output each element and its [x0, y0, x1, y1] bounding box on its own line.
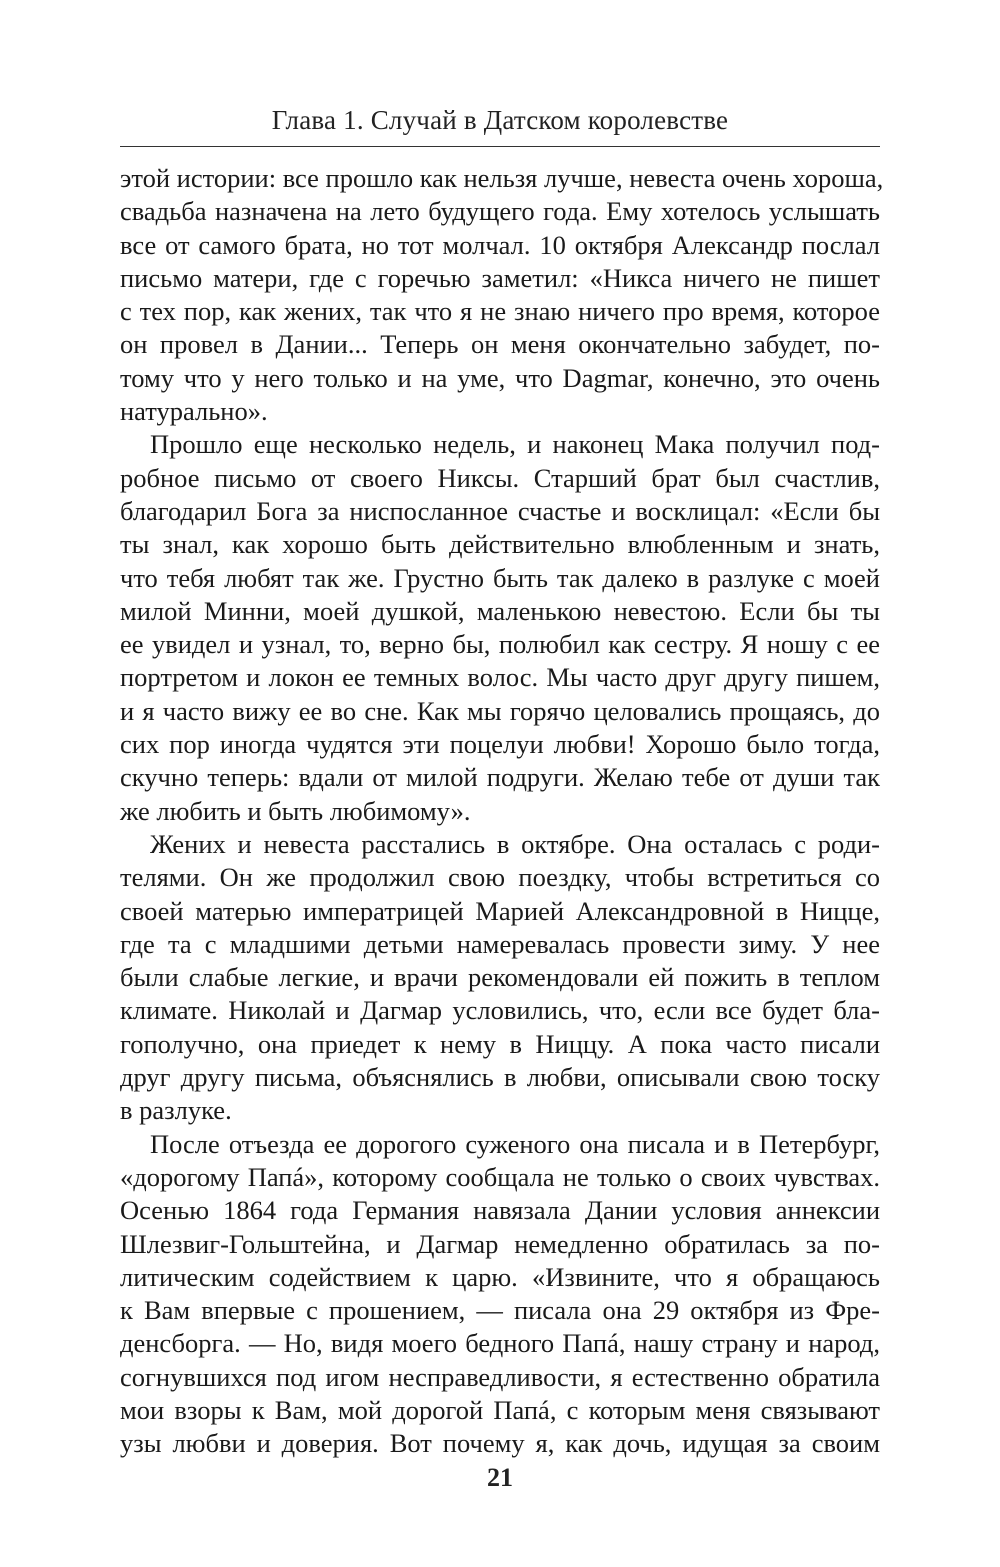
text-line: ты знал, как хорошо быть действительно влюбленным и знать, — [120, 529, 880, 560]
paragraph-first-line — [120, 828, 880, 861]
text-line: и я часто вижу ее во сне. Как мы горячо целовались прощаясь, до — [120, 695, 880, 726]
text-line: После отъезда ее дорогого суженого она писала и в Петербург, — [150, 1128, 880, 1159]
text-line: были слабые легкие, и врачи рекомендовали ей пожить в теплом — [120, 962, 880, 993]
text-line: милой Минни, моей душкой, маленькою невестою. Если бы ты — [120, 595, 880, 626]
text-line: благодарил Бога за ниспосланное счастье и восклицал: «Если бы — [120, 495, 880, 526]
text-line: согнувшихся под игом несправедливости, я естественно обратила — [120, 1361, 880, 1392]
text-line: сих пор иногда чудятся эти поцелуи любви! Хорошо было тогда, — [120, 729, 880, 760]
text-line: Жених и невеста расстались в октябре. Она осталась с роди- — [150, 828, 880, 859]
text-line: узы любви и доверия. Вот почему я, как дочь, идущая за своим — [120, 1428, 880, 1459]
body-text — [120, 162, 884, 1461]
text-line: к Вам впервые с прошением, — писала она 29 октября из Фре- — [120, 1295, 880, 1326]
text-line: скучно теперь: вдали от милой подруги. Желаю тебе от души так — [120, 762, 880, 793]
text-line: ее увидел и узнал, то, верно бы, полюбил как сестру. Я ношу с ее — [120, 629, 880, 660]
text-line: этой истории: все прошло как нельзя лучше, невеста очень хороша, — [120, 163, 884, 193]
text-line: натурально». — [120, 396, 268, 427]
text-line: письмо матери, где с горечью заметил: «Никса ничего не пишет — [120, 262, 880, 293]
text-line: Прошло еще несколько недель, и наконец Мака получил под- — [150, 429, 880, 460]
paragraph-first-line — [120, 1128, 880, 1161]
text-line: климате. Николай и Дагмар условились, что, если все будет бла- — [120, 995, 880, 1026]
text-line: литическим содействием к царю. «Извините, что я обращаюсь — [120, 1261, 880, 1292]
text-line: «дорогому Папá», которому сообщала не только о своих чувствах. — [120, 1161, 880, 1192]
text-line: Осенью 1864 года Германия навязала Дании условия аннексии — [120, 1195, 880, 1226]
text-line: он провел в Дании... Теперь он меня окончательно забудет, по- — [120, 329, 880, 360]
text-line: где та с младшими детьми намеревалась провести зиму. У нее — [120, 928, 880, 959]
text-line: денсборга. — Но, видя моего бедного Папá, нашу страну и народ, — [120, 1328, 880, 1359]
text-line: телями. Он же продолжил свою поездку, чтобы встретиться со — [120, 862, 880, 893]
text-line: же любить и быть любимому». — [120, 795, 471, 826]
header-divider — [120, 146, 880, 147]
text-line: в разлуке. — [120, 1095, 232, 1126]
text-line: Шлезвиг-Гольштейна, и Дагмар немедленно обратилась за по- — [120, 1228, 880, 1259]
text-line: свадьба назначена на лето будущего года. Ему хотелось услышать — [120, 196, 880, 227]
text-line: мои взоры к Вам, мой дорогой Папá, с которым меня связывают — [120, 1394, 880, 1425]
page-number: 21 — [487, 1463, 513, 1492]
text-line: своей матерью императрицей Марией Александровной в Ницце, — [120, 895, 880, 926]
text-line: что тебя любят так же. Грустно быть так далеко в разлуке с моей — [120, 562, 880, 593]
text-line: гополучно, она приедет к нему в Ниццу. А пока часто писали — [120, 1028, 880, 1059]
text-line: робное письмо от своего Никсы. Старший брат был счастлив, — [120, 462, 880, 493]
text-line: с тех пор, как жених, так что я не знаю ничего про время, которое — [120, 296, 880, 327]
text-line: портретом и локон ее темных волос. Мы часто друг другу пишем, — [120, 662, 880, 693]
text-line: друг другу письма, объяснялись в любви, описывали свою тоску — [120, 1062, 880, 1093]
paragraph-first-line — [120, 428, 880, 461]
text-line: тому что у него только и на уме, что Dagmar, конечно, это очень — [120, 362, 880, 393]
running-header: Глава 1. Случай в Датском королевстве — [271, 105, 729, 135]
text-line: все от самого брата, но тот молчал. 10 октября Александр послал — [120, 229, 880, 260]
